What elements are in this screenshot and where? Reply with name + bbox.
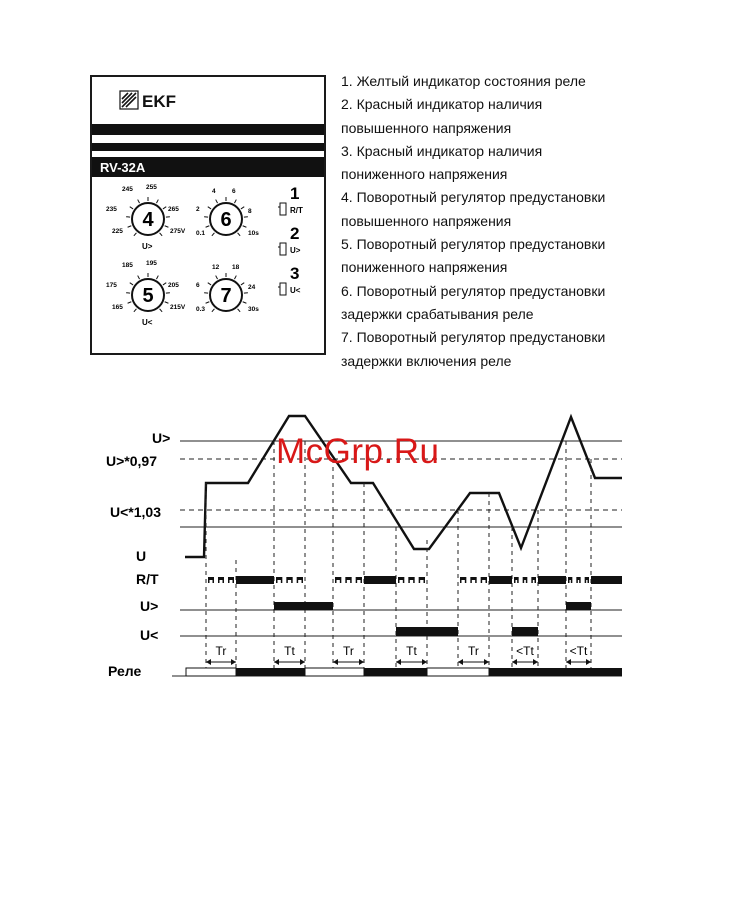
led-icon — [280, 283, 286, 295]
dial-tick — [234, 200, 236, 204]
indicator-number: 1 — [290, 184, 300, 203]
rt-blink-gap — [210, 580, 213, 583]
dial-tick — [128, 226, 132, 227]
dial-scale-label: 215V — [170, 304, 186, 311]
rt-blink-gap — [462, 580, 465, 583]
dial-scale-label: 0.3 — [196, 306, 206, 313]
panel-graphic — [92, 77, 324, 353]
level-label-u-over: U> — [152, 430, 171, 446]
rt-blink-gap — [410, 580, 413, 583]
legend-line: 2. Красный индикатор наличия — [341, 96, 543, 113]
dial-number: 6 — [220, 209, 232, 231]
u-under-active-bar — [512, 627, 538, 636]
u-under-active-bar — [396, 627, 458, 636]
led-icon — [280, 243, 286, 255]
dial-tick — [216, 200, 218, 204]
legend-line: 3. Красный индикатор наличия — [341, 142, 543, 159]
dial-scale-label: 185 — [122, 262, 133, 269]
legend-line: пониженного напряжения — [341, 166, 508, 183]
rt-blink-gap — [420, 580, 423, 583]
dial-scale-label: 4 — [212, 188, 216, 195]
dial-scale-label: 265 — [168, 206, 179, 213]
dial-scale-label: 225 — [112, 228, 123, 235]
interval-marker — [206, 644, 236, 665]
rt-blink-gap — [524, 580, 526, 583]
dial-scale-label: 12 — [212, 264, 220, 271]
dial-scale-label: 0.1 — [196, 230, 206, 237]
interval-label: Tr — [468, 644, 479, 658]
dial-scale-label: 10s — [248, 230, 259, 237]
dial-tick — [160, 309, 163, 312]
dial-tick — [243, 302, 247, 303]
row-label-u-under: U< — [140, 627, 159, 643]
interval-label: Tt — [284, 644, 295, 658]
dial-4[interactable] — [106, 184, 186, 251]
dial-scale-label: 175 — [106, 282, 117, 289]
watermark-text: McGrp.Ru — [276, 432, 440, 471]
row-label-relay: Реле — [108, 663, 142, 679]
interval-label: Tt — [406, 644, 417, 658]
dial-5[interactable] — [106, 260, 186, 327]
legend-line: 7. Поворотный регулятор предустановки — [341, 329, 606, 346]
rt-blink-gap — [337, 580, 340, 583]
relay-on-segment — [489, 668, 622, 676]
dial-tick — [138, 200, 140, 204]
ekf-logo-icon — [120, 91, 138, 109]
dial-7[interactable] — [196, 264, 259, 313]
dial-tick — [156, 200, 158, 204]
rt-solid-segment — [489, 576, 512, 584]
rt-blink-gap — [298, 580, 301, 583]
dial-tick — [206, 302, 210, 303]
interval-label: Tr — [343, 644, 354, 658]
dial-scale-label: 195 — [146, 260, 157, 267]
dial-6[interactable] — [196, 188, 259, 237]
dial-tick — [208, 283, 211, 285]
relay-off-segment — [427, 668, 489, 676]
interval-marker — [512, 644, 538, 665]
panel-band — [92, 124, 324, 135]
panel-band — [92, 143, 324, 151]
relay-on-segment — [236, 668, 305, 676]
dial-scale-label: 275V — [170, 228, 186, 235]
rt-solid-segment — [591, 576, 622, 584]
dial-scale-label: 205 — [168, 282, 179, 289]
dial-tick — [156, 276, 158, 280]
brand-logo-text: EKF — [142, 92, 176, 111]
indicator-label: U> — [290, 246, 301, 255]
dial-tick — [134, 309, 137, 312]
legend-line: 6. Поворотный регулятор предустановки — [341, 282, 606, 299]
dial-scale-label: 6 — [232, 188, 236, 195]
dial-tick — [241, 207, 244, 209]
rt-blink-gap — [357, 580, 360, 583]
dial-caption: U> — [142, 242, 153, 251]
rt-solid-segment — [364, 576, 396, 584]
rt-blink-gap — [220, 580, 223, 583]
legend-line: задержки включения реле — [341, 352, 512, 369]
led-icon — [280, 203, 286, 215]
dial-caption: U< — [142, 318, 153, 327]
rt-blink-gap — [288, 580, 291, 583]
dial-tick — [212, 233, 215, 236]
indicator-1 — [278, 184, 303, 215]
indicator-3 — [278, 264, 301, 295]
dial-scale-label: 30s — [248, 306, 259, 313]
dial-scale-label: 18 — [232, 264, 240, 271]
level-label-u: U — [136, 548, 147, 564]
dial-tick — [163, 207, 166, 209]
u-over-active-bar — [274, 602, 333, 610]
dial-scale-label: 8 — [248, 208, 252, 215]
rt-blink-gap — [586, 580, 587, 583]
interval-label: <Tt — [569, 644, 588, 658]
rt-blink-gap — [472, 580, 475, 583]
legend-list — [341, 70, 736, 373]
interval-marker — [396, 644, 427, 665]
dial-tick — [130, 283, 133, 285]
dial-tick — [206, 226, 210, 227]
dial-tick — [208, 207, 211, 209]
interval-marker — [566, 644, 591, 665]
dial-scale-label: 255 — [146, 184, 157, 191]
rt-blink-gap — [230, 580, 233, 583]
rt-blink-gap — [533, 580, 535, 583]
dial-tick — [160, 233, 163, 236]
legend-line: задержки срабатывания реле — [341, 305, 534, 322]
dial-tick — [243, 226, 247, 227]
relay-on-segment — [364, 668, 427, 676]
interval-label: Tr — [215, 644, 227, 658]
legend-line: 4. Поворотный регулятор предустановки — [341, 189, 606, 206]
dial-tick — [216, 276, 218, 280]
u-over-active-bar — [566, 602, 591, 610]
dial-scale-label: 2 — [196, 206, 200, 213]
dial-tick — [130, 207, 133, 209]
interval-marker — [274, 644, 305, 665]
device-panel — [90, 75, 326, 355]
indicator-label: R/T — [290, 206, 303, 215]
rt-blink-gap — [482, 580, 485, 583]
dial-scale-label: 245 — [122, 186, 133, 193]
relay-off-segment — [305, 668, 364, 676]
indicator-number: 2 — [290, 224, 300, 243]
rt-blink-gap — [570, 580, 571, 583]
row-label-u-over: U> — [140, 598, 159, 614]
rt-blink-gap — [516, 580, 518, 583]
dial-scale-label: 6 — [196, 282, 200, 289]
interval-marker — [333, 644, 364, 665]
dial-tick — [234, 276, 236, 280]
dial-tick — [238, 309, 241, 312]
dial-scale-label: 165 — [112, 304, 123, 311]
dial-tick — [128, 302, 132, 303]
interval-marker — [458, 644, 489, 665]
dial-number: 4 — [142, 209, 154, 231]
interval-label: <Tt — [516, 644, 534, 658]
dial-tick — [212, 309, 215, 312]
legend-line: повышенного напряжения — [341, 119, 512, 136]
dial-tick — [238, 233, 241, 236]
dial-tick — [165, 302, 169, 303]
legend-line: 5. Поворотный регулятор предустановки — [341, 236, 606, 253]
rt-solid-segment — [538, 576, 566, 584]
rt-solid-segment — [236, 576, 274, 584]
dial-tick — [138, 276, 140, 280]
dial-number: 7 — [220, 285, 232, 307]
dial-tick — [134, 233, 137, 236]
legend-line: пониженного напряжения — [341, 259, 508, 276]
rt-blink-gap — [400, 580, 403, 583]
dial-number: 5 — [142, 285, 154, 307]
dial-tick — [241, 283, 244, 285]
relay-off-segment — [186, 668, 236, 676]
legend-line: повышенного напряжения — [341, 212, 512, 229]
guide-lines — [206, 441, 591, 676]
dial-scale-label: 235 — [106, 206, 117, 213]
indicator-label: U< — [290, 286, 301, 295]
rt-blink-gap — [578, 580, 579, 583]
row-label-rt: R/T — [136, 571, 159, 587]
level-label-u-over-097: U>*0,97 — [106, 453, 157, 469]
level-label-u-under-103: U<*1,03 — [110, 504, 161, 520]
dial-tick — [163, 283, 166, 285]
dial-tick — [165, 226, 169, 227]
model-label: RV-32A — [100, 160, 146, 175]
indicator-2 — [278, 224, 301, 255]
dial-scale-label: 24 — [248, 284, 256, 291]
rt-blink-gap — [347, 580, 350, 583]
legend-line: 1. Желтый индикатор состояния реле — [341, 73, 586, 89]
indicator-number: 3 — [290, 264, 300, 283]
rt-blink-gap — [278, 580, 281, 583]
